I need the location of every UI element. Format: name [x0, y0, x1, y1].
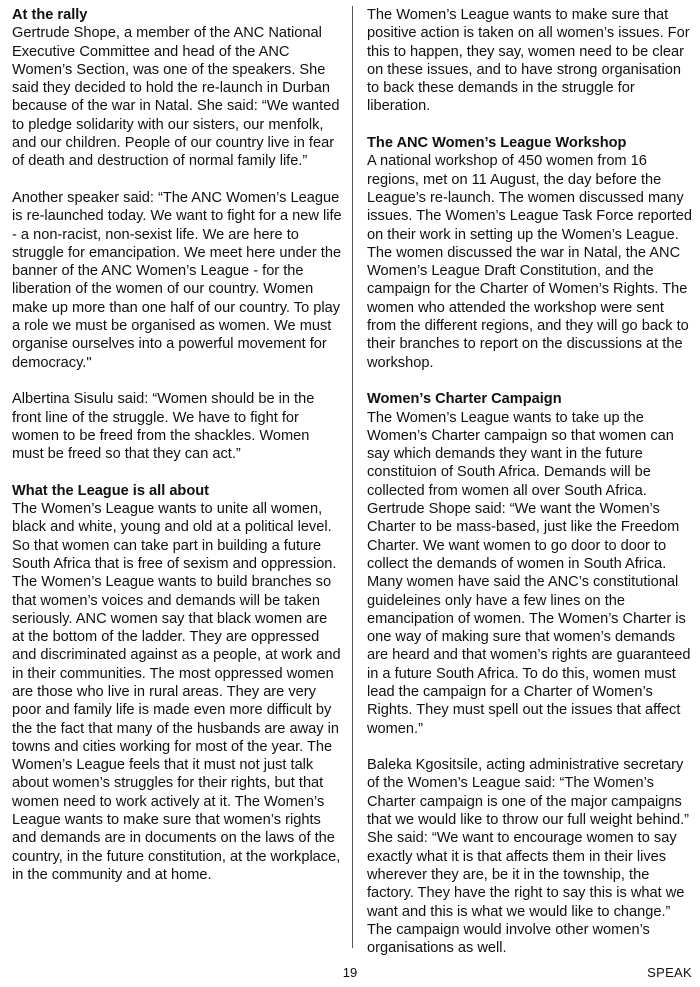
- charter-heading: Women’s Charter Campaign: [367, 391, 562, 408]
- charter-paragraph-1: The Women’s League wants to take up the Women’s Charter campaign so that women can say which demands they want in the future constituion of South Africa. Demands will be collected from women all over South Africa. Gertrude Shope said: “We want the Women’s Charter to be mass-based, just like the Freedom Charter. We want women to go door to door to collect the demands of women in South Africa. Many women have said the ANC’s constitutional guideleines only have a few lines on the emancipation of women. The Women’s Charter is one way of making sure that women’s demands are heard and that women’s rights are guaranteed in a future South Africa. To do this, women must lead the campaign for a Charter of Women’s Rights. They must spell out the issues that affect women.”: [367, 409, 691, 737]
- workshop-heading: The ANC Women’s League Workshop: [367, 135, 627, 152]
- league-paragraph-2: The Women’s League wants to make sure that positive action is taken on all women’s issues. For this to happen, they say, women need to be clear on these issues, and to have strong organisation to back these demands in the struggle for liberation.: [367, 7, 690, 115]
- workshop-paragraph: A national workshop of 450 women from 16 regions, met on 11 August, the day before the League’s re-launch. The women discussed many issues. The Women’s League Task Force reported on their work in setting up the Women’s League. The women discussed the war in Natal, the ANC Women’s League Draft Constitution, and the campaign for the Charter of Women’s Rights. The women who attended the workshop were sent from the different regions, and they will go back to their branches to report on the discussions at the workshop.: [367, 153, 693, 371]
- league-paragraph-1: The Women’s League wants to unite all women, black and white, young and old at a political level. So that women can take part in building a future South Africa that is free of sexism and oppression. The Women’s League wants to build branches so that women’s voices and demands will be taken seriously. ANC women say that black women are at the bottom of the ladder. They are oppressed and discriminated against as a people, at work and in their communities. The most oppressed women are those who live in rural areas. They are very poor and family life is made even more difficult by the the fact that many of the husbands are away in towns and cities working for most of the year. The Women’s League feels that it must not just talk about women’s struggles for their rights, but that women need to work actively at it. The Women’s League wants to make sure that women’s rights and demands are in documents on the laws of the country, in the future constitution, at the workplace, in the community and at home.: [12, 501, 341, 883]
- right-column: [367, 6, 693, 957]
- rally-heading: At the rally: [12, 7, 88, 23]
- rally-paragraph-1: Gertrude Shope, a member of the ANC National Executive Committee and head of the ANC Women’s Section, was one of the speakers. She said they decided to hold the re-launch in Durban because of the war in Natal. She said: “We wanted to pledge solidarity with our sisters, our menfolk, and our children. People of our country live in fear of death and destruction of normal family life.”: [12, 25, 340, 170]
- league-heading: What the League is all about: [12, 482, 210, 499]
- page-number: 19: [342, 965, 358, 980]
- left-column: [12, 6, 342, 884]
- rally-paragraph-3: Albertina Sisulu said: “Women should be in the front line of the struggle. We have to fight for women to be freed from the shackles. Women must be freed so that they can act.”: [12, 391, 315, 463]
- column-divider: [352, 6, 353, 948]
- publication-name: SPEAK: [647, 965, 692, 980]
- rally-paragraph-2: Another speaker said: “The ANC Women’s League is re-launched today. We want to fight for a new life - a non-racist, non-sexist life. We are here to struggle for emancipation. We meet here under the banner of the ANC Women’s League - for the liberation of the women of our country. Women make up more than one half of our country. To play a role we must be organised as women. We must organise ourselves into a powerful movement for democracy.": [12, 189, 342, 371]
- charter-paragraph-2: Baleka Kgositsile, acting administrative secretary of the Women’s League said: “The Women’s Charter campaign is one of the major campaigns that we would like to throw our full weight behind.” She said: “We want to encourage women to say exactly what it is that affects them in their lives wherever they are, be it in the township, the factory. They have the right to say this is what we want and this is what we would like to change.” The campaign would involve other women’s organisations as well.: [367, 757, 690, 957]
